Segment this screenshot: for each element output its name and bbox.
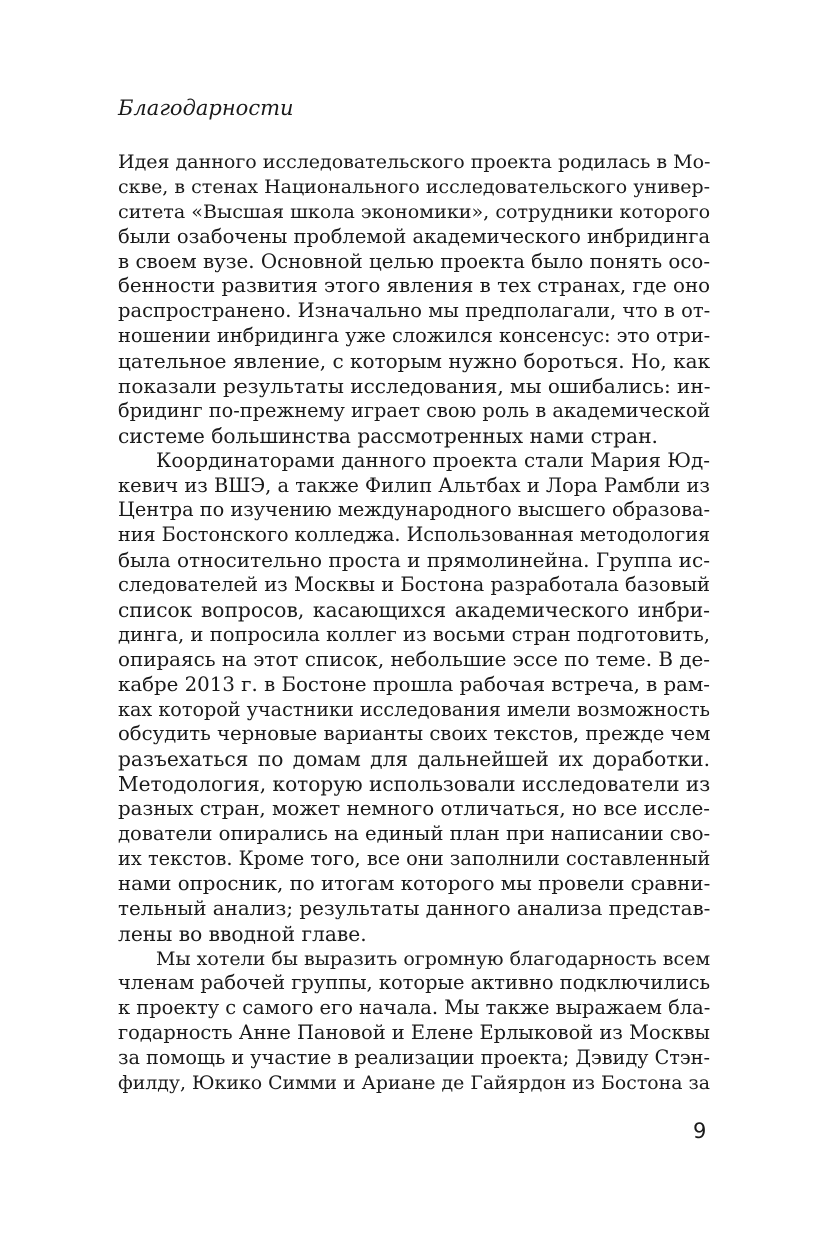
text-line: тельный анализ; результаты данного анализа представ- (118, 896, 711, 920)
paragraph (118, 449, 710, 947)
paragraph (118, 150, 710, 449)
text-line: годарность Анне Пановой и Елене Ерлыковой из Москвы (118, 1021, 710, 1045)
text-line: ках которой участники исследования имели возможность (118, 697, 710, 721)
text-line: разных стран, может немного отличаться, но все иссле- (118, 797, 710, 821)
text-line: членам рабочей группы, которые активно подключились (118, 971, 711, 995)
text-line: кевич из ВШЭ, а также Филип Альтбах и Лора Рамбли из (118, 473, 710, 497)
text-line: ния Бостонского колледжа. Использованная методология (118, 523, 711, 547)
text-line: бридинг по-прежнему играет свою роль в академической (118, 398, 711, 422)
text-line: показали результаты исследования, мы ошибались: ин- (118, 374, 711, 399)
text-line: ношении инбридинга уже сложился консенсус: это отри- (118, 324, 711, 348)
text-line: Методология, которую использовали исследователи из (118, 772, 711, 797)
text-line: распространено. Изначально мы предполагали, что в от- (118, 299, 711, 323)
text-line: филду, Юкико Симми и Ариане де Гайярдон из Бостона за (118, 1071, 710, 1094)
text-line: Координаторами данного проекта стали Мария Юд- (156, 448, 710, 472)
text-line: их текстов. Кроме того, все они заполнили составленный (118, 846, 711, 870)
text-line: была относительно проста и прямолинейна. Группа ис- (118, 548, 710, 573)
text-line: обсудить черновые варианты своих текстов, прежде чем (118, 722, 711, 746)
paragraph (118, 947, 710, 1096)
text-line: Идея данного исследовательского проекта родилась в Мо- (118, 151, 711, 173)
text-line: в своем вузе. Основной целью проекта было понять осо- (118, 249, 710, 273)
text-line: следователей из Москвы и Бостона разработала базовый (118, 573, 710, 597)
text-line: опираясь на этот список, небольшие эссе по теме. В де- (118, 647, 710, 671)
text-line: бенности развития этого явления в тех странах, где оно (118, 274, 711, 298)
text-line: за помощь и участие в реализации проекта; Дэвиду Стэн- (118, 1046, 710, 1070)
text-line: системе большинства рассмотренных нами стран. (118, 423, 658, 448)
running-head: Благодарности (118, 96, 294, 120)
text-line: лены во вводной главе. (118, 921, 367, 946)
text-line: скве, в стенах Национального исследовательского универ- (118, 175, 710, 198)
text-line: разъехаться по домам для дальнейшей их доработки. (118, 747, 710, 772)
text-line: Центра по изучению международного высшего образова- (118, 498, 710, 522)
page-number: 9 (693, 1119, 707, 1143)
text-line: были озабочены проблемой академического инбридинга (118, 224, 711, 248)
text-line: ситета «Высшая школа экономики», сотрудники которого (118, 199, 711, 223)
text-line: список вопросов, касающихся академического инбри- (118, 598, 710, 623)
text-line: дователи опирались на единый план при написании сво- (118, 822, 711, 846)
text-line: цательное явление, с которым нужно бороться. Но, как (118, 349, 711, 374)
text-line: к проекту с самого его начала. Мы также выражаем бла- (118, 996, 711, 1020)
text-line: нами опросник, по итогам которого мы провели сравни- (118, 871, 711, 895)
text-line: динга, и попросила коллег из восьми стран подготовить, (118, 622, 710, 646)
body-text (118, 150, 710, 1096)
text-line: кабре 2013 г. в Бостоне прошла рабочая встреча, в рам- (118, 672, 710, 696)
text-line: Мы хотели бы выразить огромную благодарность всем (156, 947, 711, 970)
